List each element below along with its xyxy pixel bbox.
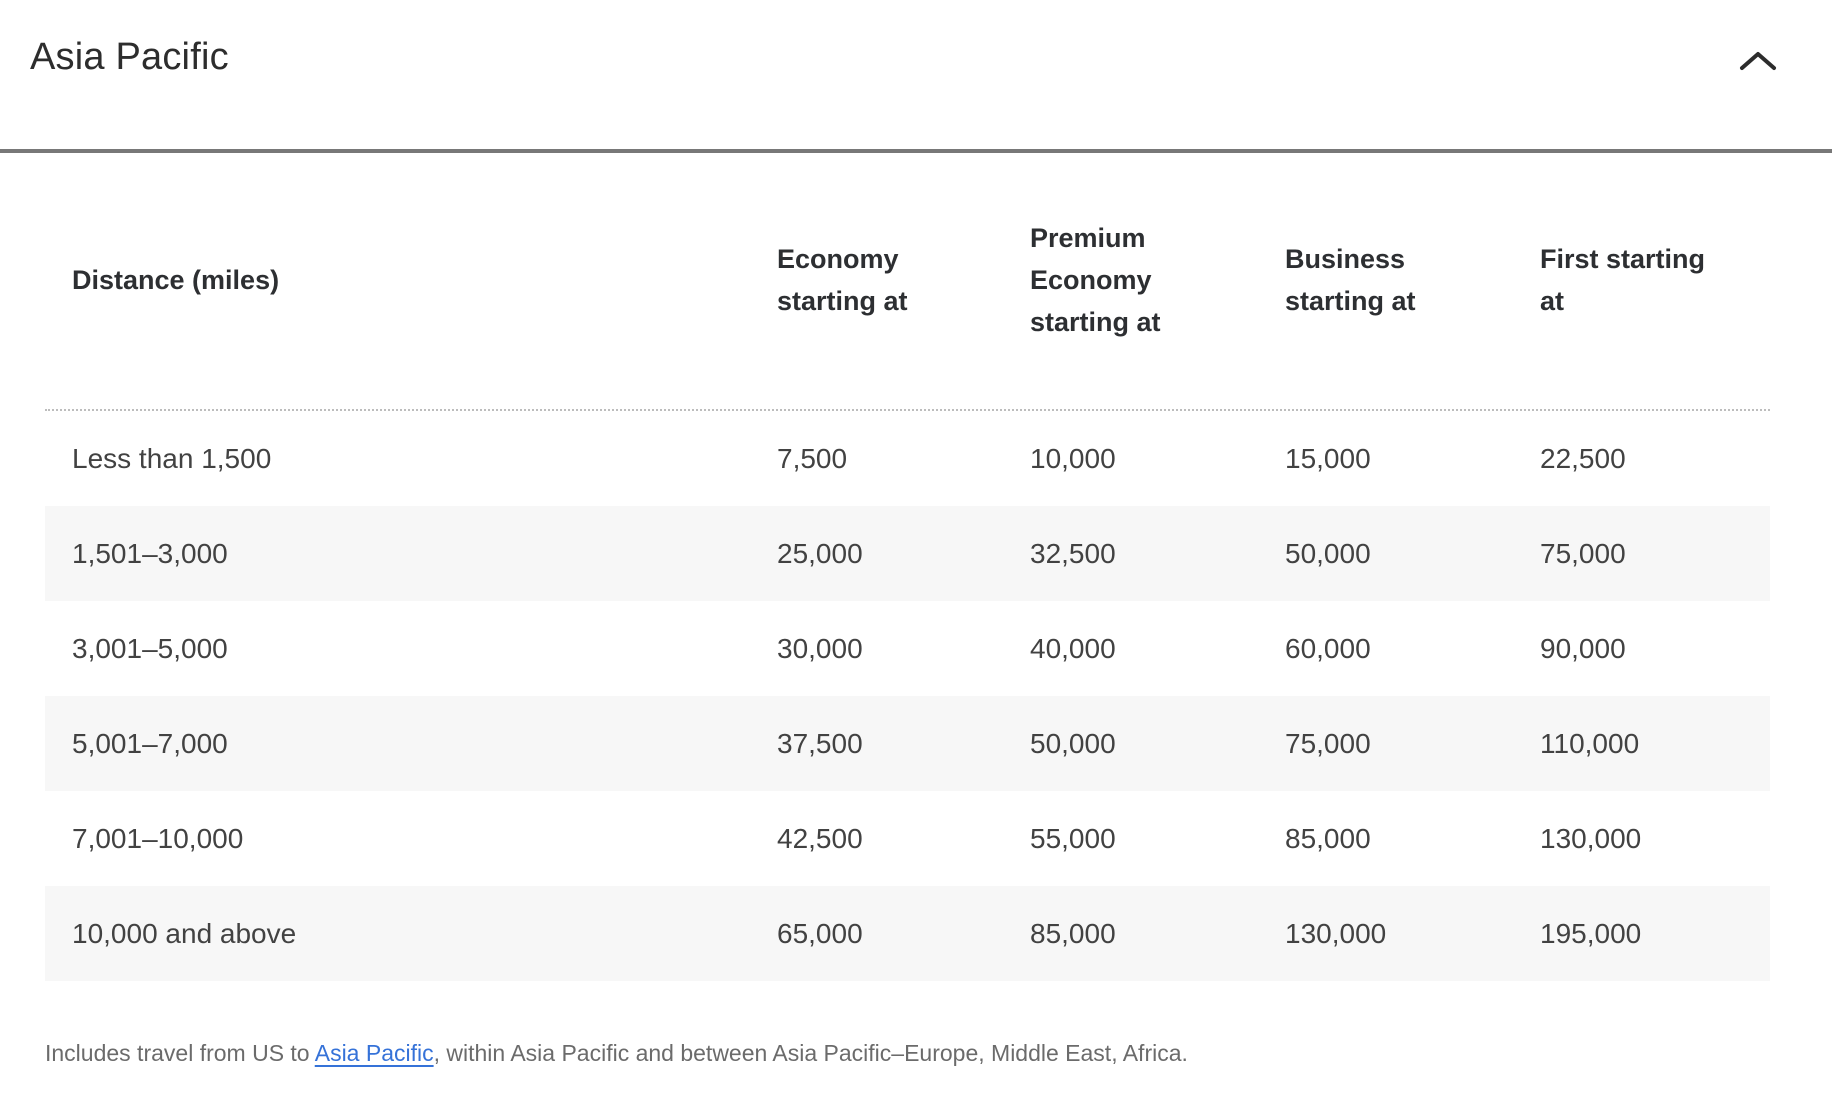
cell-economy: 7,500 — [777, 442, 848, 474]
cell-distance: 5,001–7,000 — [72, 727, 228, 759]
cell-distance: 1,501–3,000 — [72, 537, 228, 569]
cell-premium-economy: 40,000 — [1030, 632, 1116, 664]
cell-first: 90,000 — [1540, 632, 1626, 664]
column-header-premium-economy: Premium Economy starting at — [1030, 223, 1161, 337]
cell-business: 85,000 — [1285, 822, 1371, 854]
table-row — [45, 791, 1770, 886]
table-row — [45, 696, 1770, 791]
cell-first: 75,000 — [1540, 537, 1626, 569]
cell-first: 110,000 — [1540, 727, 1640, 759]
table-row — [45, 506, 1770, 601]
cell-premium-economy: 10,000 — [1030, 442, 1116, 474]
asia-pacific-link[interactable]: Asia Pacific — [314, 1040, 434, 1066]
cell-business: 50,000 — [1285, 537, 1371, 569]
column-header-economy: Economy starting at — [777, 244, 908, 316]
table-row — [45, 886, 1770, 981]
cell-business: 15,000 — [1285, 442, 1371, 474]
cell-economy: 30,000 — [777, 632, 863, 664]
collapse-section-button[interactable] — [1734, 40, 1782, 84]
cell-premium-economy: 32,500 — [1030, 537, 1116, 569]
cell-economy: 37,500 — [777, 727, 863, 759]
cell-premium-economy: 50,000 — [1030, 727, 1116, 759]
table-row — [45, 411, 1770, 506]
cell-distance: 3,001–5,000 — [72, 632, 228, 664]
cell-business: 130,000 — [1285, 917, 1387, 949]
table-row — [45, 601, 1770, 696]
section-title: Asia Pacific — [30, 36, 229, 78]
cell-premium-economy: 85,000 — [1030, 917, 1116, 949]
cell-first: 130,000 — [1540, 822, 1642, 854]
footnote — [45, 1037, 1770, 1069]
cell-economy: 25,000 — [777, 537, 863, 569]
table-header-row — [45, 153, 1770, 411]
cell-distance: 10,000 and above — [72, 917, 297, 949]
footnote-text-prefix: Includes travel from US to — [45, 1040, 315, 1066]
footnote-text-suffix: , within Asia Pacific and between Asia Pacific–Europe, Middle East, Africa. — [433, 1040, 1188, 1066]
column-header-business: Business starting at — [1285, 244, 1416, 316]
cell-first: 22,500 — [1540, 442, 1626, 474]
cell-business: 75,000 — [1285, 727, 1371, 759]
section-header — [0, 0, 1832, 153]
column-header-first: First starting at — [1540, 244, 1706, 316]
cell-business: 60,000 — [1285, 632, 1371, 664]
cell-economy: 65,000 — [777, 917, 863, 949]
award-table — [45, 153, 1770, 981]
chevron-up-icon — [1738, 48, 1778, 77]
cell-economy: 42,500 — [777, 822, 863, 854]
cell-first: 195,000 — [1540, 917, 1642, 949]
cell-premium-economy: 55,000 — [1030, 822, 1116, 854]
cell-distance: Less than 1,500 — [72, 442, 272, 474]
cell-distance: 7,001–10,000 — [72, 822, 244, 854]
column-header-distance: Distance (miles) — [72, 265, 280, 296]
